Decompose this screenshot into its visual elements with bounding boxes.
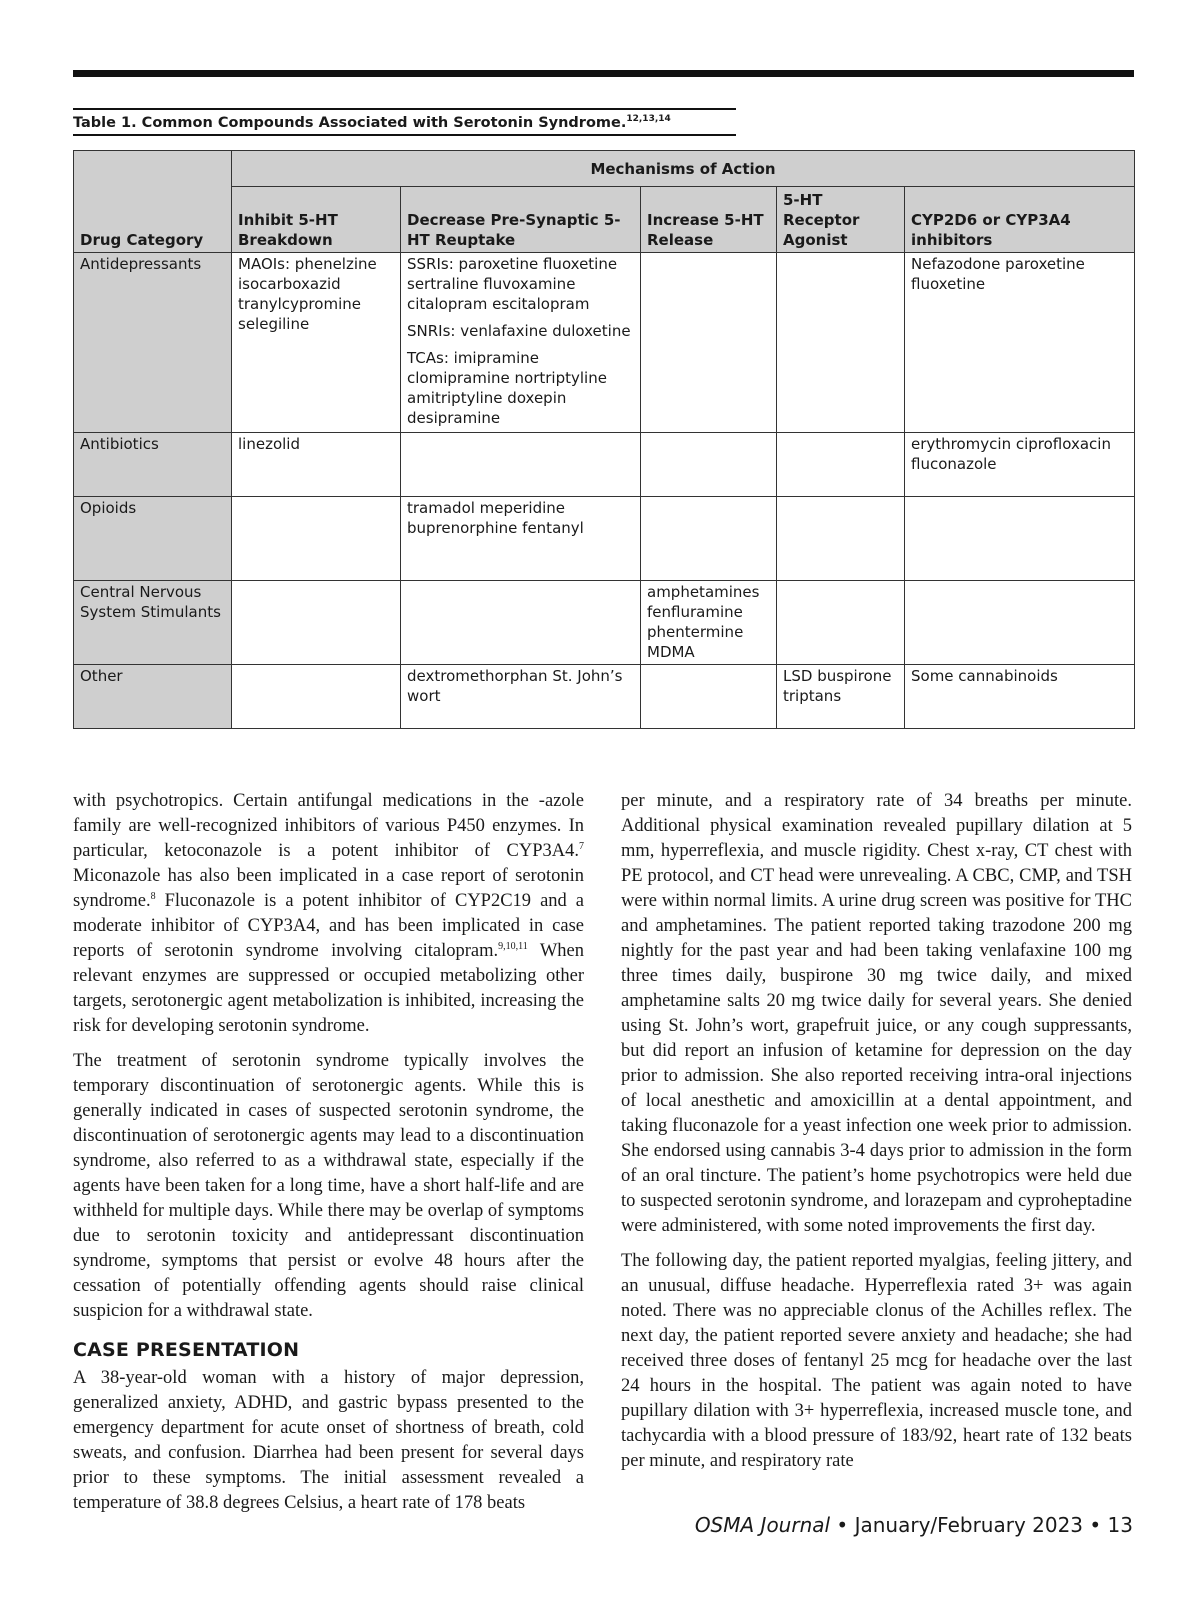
table-cell: Nefazodone paroxetine fluoxetine [905, 253, 1135, 433]
tca-list: TCAs: imipramine clomipramine nortriptyline amitriptyline doxepin desipramine [407, 349, 607, 427]
mechanisms-header: Mechanisms of Action [232, 151, 1135, 187]
table-row [74, 581, 1135, 665]
table-cell [777, 581, 905, 665]
table-cell: dextromethorphan St. John’s wort [401, 665, 641, 729]
table-cell [232, 581, 401, 665]
table-cell [401, 253, 641, 433]
snri-list: SNRIs: venlafaxine duloxetine [407, 322, 631, 340]
table-cell [777, 253, 905, 433]
page-footer: OSMA Journal • January/February 2023 • 13 [694, 1513, 1133, 1537]
ssri-list: SSRIs: paroxetine fluoxetine sertraline fluvoxamine citalopram escitalopram [407, 255, 618, 313]
column-header: Increase 5-HT Release [641, 187, 777, 253]
table-cell: LSD buspirone triptans [777, 665, 905, 729]
table-cell: linezolid [232, 433, 401, 497]
section-heading: CASE PRESENTATION [73, 1339, 300, 1361]
table-cell [777, 433, 905, 497]
table-cell [641, 665, 777, 729]
paragraph: The treatment of serotonin syndrome typically involves the temporary discontinuation of serotonergic agents. While this is generally indicated in cases of suspected serotonin syndrome, the discontinuation of serotonergic agents may lead to a discontinuation syndrome, also referred to as a withdrawal state, especially if the agents have been taken for a long time, have a short half-life and are withheld for multiple days. While there may be overlap of symptoms due to serotonin toxicity and antidepressant discontinuation syndrome, symptoms that persist or evolve 48 hours after the cessation of potentially offending agents should raise clinical suspicion for a withdrawal state. [73, 1051, 584, 1321]
top-rule [73, 70, 1134, 77]
journal-name: OSMA Journal [694, 1513, 831, 1537]
table-cell [401, 433, 641, 497]
drug-category-cell: Central Nervous System Stimulants [74, 581, 232, 665]
table-cell: Some cannabinoids [905, 665, 1135, 729]
column-header: Drug Category [74, 151, 232, 253]
table-cell [905, 497, 1135, 581]
drug-category-cell: Antibiotics [74, 433, 232, 497]
paragraph: A 38-year-old woman with a history of major depression, generalized anxiety, ADHD, and gastric bypass presented to the emergency department for acute onset of shortness of breath, cold sweats, and confusion. Diarrhea had been present for several days prior to these symptoms. The initial assessment revealed a temperature of 38.8 degrees Celsius, a heart rate of 178 beats [73, 1368, 584, 1513]
table-row [74, 253, 1135, 433]
issue-date: January/February 2023 [854, 1513, 1084, 1537]
column-header: Inhibit 5-HT Breakdown [232, 187, 401, 253]
table-cell: tramadol meperidine buprenorphine fentanyl [401, 497, 641, 581]
page-number: 13 [1107, 1513, 1133, 1537]
table-cell [641, 497, 777, 581]
table-row [74, 665, 1135, 729]
table-header-row-2 [74, 187, 1135, 253]
table-cell: MAOIs: phenelzine isocarboxazid tranylcypromine selegiline [232, 253, 401, 433]
table-cell [641, 433, 777, 497]
table-cell [401, 581, 641, 665]
drug-category-cell: Other [74, 665, 232, 729]
table-header-row-1 [74, 151, 1135, 187]
column-header: Decrease Pre-Synaptic 5-HT Reuptake [401, 187, 641, 253]
left-column [73, 789, 584, 1526]
drug-category-cell: Opioids [74, 497, 232, 581]
right-column [621, 789, 1132, 1484]
table-cell [905, 581, 1135, 665]
table-caption: Table 1. Common Compounds Associated with Serotonin Syndrome.$^{12,13,14}$ [73, 108, 736, 136]
table-cell [232, 497, 401, 581]
paragraph: The following day, the patient reported myalgias, feeling jittery, and an unusual, diffuse headache. Hyperreflexia rated 3+ was again noted. There was no appreciable clonus of the Achilles reflex. The next day, the patient reported severe anxiety and headache; she had received three doses of fentanyl 25 mcg for headache over the last 24 hours in the hospital. The patient was again noted to have pupillary dilation with 3+ hyperreflexia, increased muscle tone, and tachycardia with a blood pressure of 183/92, heart rate of 132 beats per minute, and respiratory rate [621, 1251, 1132, 1471]
table-cell [777, 497, 905, 581]
table-row [74, 433, 1135, 497]
compounds-table [73, 150, 1135, 729]
column-header: 5-HT Receptor Agonist [777, 187, 905, 253]
table-cell: amphetamines fenfluramine phentermine MDMA [641, 581, 777, 665]
drug-category-cell: Antidepressants [74, 253, 232, 433]
paragraph: per minute, and a respiratory rate of 34 breaths per minute. Additional physical examination revealed pupillary dilation at 5 mm, hyperreflexia, and muscle rigidity. Chest x-ray, CT chest with PE protocol, and CT head were unrevealing. A CBC, CMP, and TSH were within normal limits. A urine drug screen was positive for THC and amphetamines. The patient reported taking trazodone 200 mg nightly for the past year and had been taking venlafaxine 100 mg three times daily, buspirone 30 mg twice daily, and mixed amphetamine salts 20 mg twice daily for several years. She denied using St. John’s wort, grapefruit juice, or any cough suppressants, but did report an infusion of ketamine for depression on the day prior to admission. She also reported receiving intra-oral injections of local anesthetic and amoxicillin at a dental appointment, and taking fluconazole for a yeast infection one week prior to admission. She endorsed using cannabis 3-4 days prior to admission in the form of an oral tincture. The patient’s home psychotropics were held due to suspected serotonin syndrome, and lorazepam and cyproheptadine were administered, with some noted improvements the first day. [621, 791, 1132, 1236]
paragraph: with psychotropics. Certain antifungal medications in the -azole family are well-recognized inhibitors of various P450 enzymes. In particular, ketoconazole is a potent inhibitor of CYP3A4.$^7$ Miconazole has also been implicated in a case report of serotonin syndrome.$^8$ Fluconazole is a potent inhibitor of CYP2C19 and a moderate inhibitor of CYP3A4, and has been implicated in case reports of serotonin syndrome involving citalopram.$^{9,10,11}$ When relevant enzymes are suppressed or occupied metabolizing other targets, serotonergic agent metabolization is inhibited, increasing the risk for developing serotonin syndrome. [73, 791, 584, 1036]
table-cell: erythromycin ciprofloxacin fluconazole [905, 433, 1135, 497]
table-cell [641, 253, 777, 433]
table-cell [232, 665, 401, 729]
table-row [74, 497, 1135, 581]
column-header: CYP2D6 or CYP3A4 inhibitors [905, 187, 1135, 253]
